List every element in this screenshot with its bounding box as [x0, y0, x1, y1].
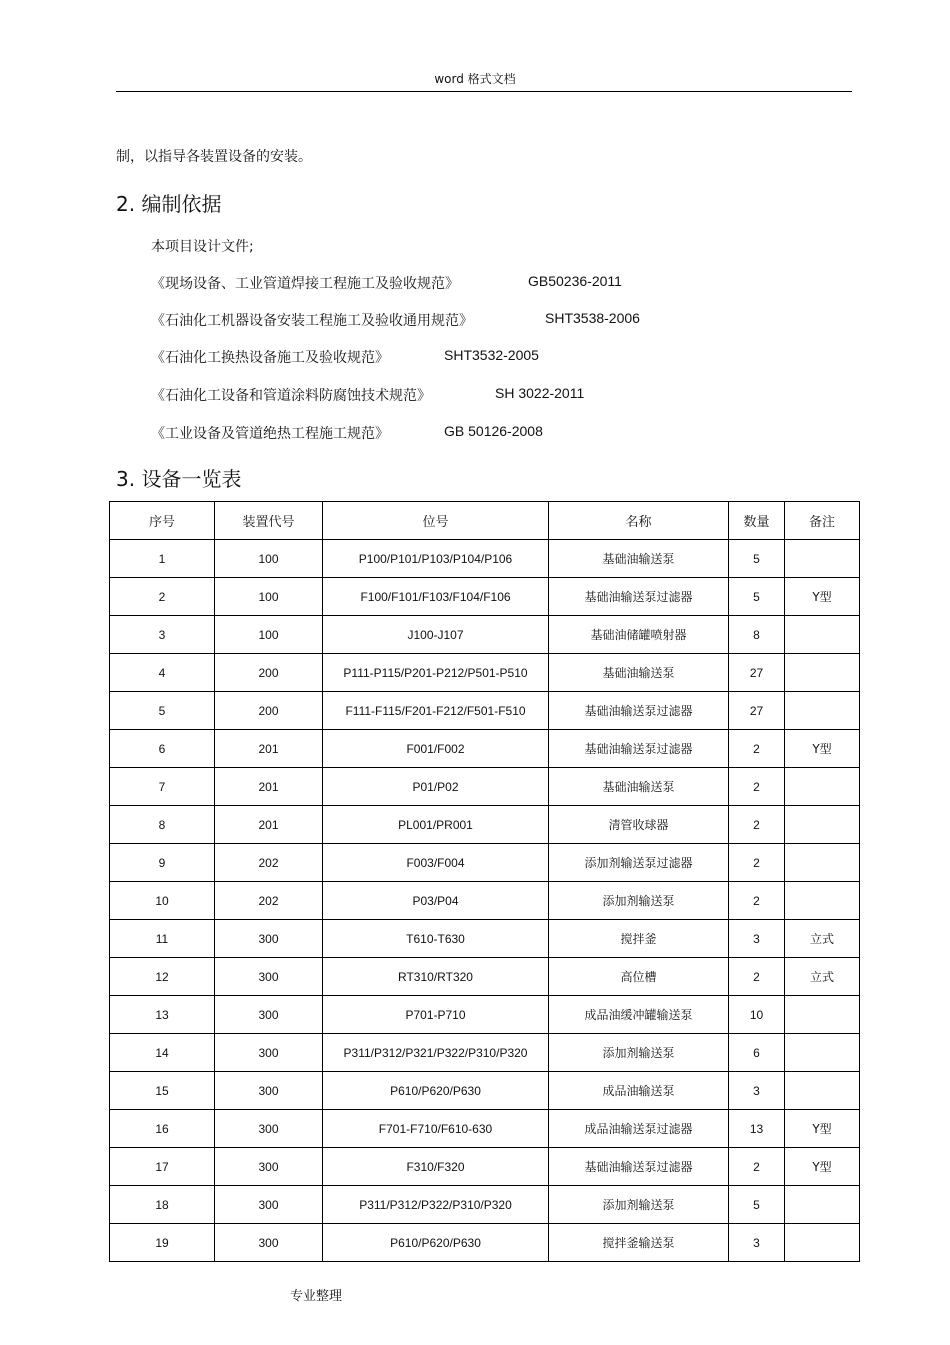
row-index-cell: 13	[110, 996, 215, 1034]
tag-number-cell: P311/P312/P321/P322/P310/P320	[323, 1034, 549, 1072]
tag-number-cell: RT310/RT320	[323, 958, 549, 996]
row-index-cell: 17	[110, 1148, 215, 1186]
remark-cell	[785, 806, 860, 844]
table-row	[110, 1186, 860, 1224]
table-row	[110, 578, 860, 616]
row-index-cell: 18	[110, 1186, 215, 1224]
remark-cell: Y型	[785, 730, 860, 768]
table-row	[110, 882, 860, 920]
quantity-cell: 8	[729, 616, 785, 654]
equipment-name-cell: 添加剂输送泵	[549, 1034, 729, 1072]
equipment-name-cell: 清管收球器	[549, 806, 729, 844]
row-index-cell: 7	[110, 768, 215, 806]
tag-number-cell: J100-J107	[323, 616, 549, 654]
quantity-cell: 13	[729, 1110, 785, 1148]
quantity-cell: 2	[729, 1148, 785, 1186]
column-header: 装置代号	[215, 502, 323, 540]
table-row	[110, 1110, 860, 1148]
column-header: 位号	[323, 502, 549, 540]
reference-title: 《石油化工设备和管道涂料防腐蚀技术规范》	[151, 388, 431, 404]
row-index-cell: 10	[110, 882, 215, 920]
quantity-cell: 27	[729, 654, 785, 692]
reference-code: SHT3538-2006	[545, 310, 640, 326]
section-3-heading: 3. 设备一览表	[116, 467, 242, 491]
tag-number-cell: P610/P620/P630	[323, 1072, 549, 1110]
quantity-cell: 2	[729, 768, 785, 806]
equipment-name-cell: 高位槽	[549, 958, 729, 996]
unit-code-cell: 200	[215, 692, 323, 730]
row-index-cell: 16	[110, 1110, 215, 1148]
unit-code-cell: 300	[215, 1224, 323, 1262]
table-row	[110, 540, 860, 578]
quantity-cell: 2	[729, 844, 785, 882]
remark-cell	[785, 616, 860, 654]
tag-number-cell: PL001/PR001	[323, 806, 549, 844]
table-row	[110, 768, 860, 806]
table-row	[110, 844, 860, 882]
reference-code: GB 50126-2008	[444, 423, 543, 439]
equipment-name-cell: 添加剂输送泵	[549, 1186, 729, 1224]
table-row	[110, 616, 860, 654]
table-row	[110, 920, 860, 958]
tag-number-cell: F310/F320	[323, 1148, 549, 1186]
equipment-name-cell: 基础油输送泵	[549, 654, 729, 692]
unit-code-cell: 300	[215, 1072, 323, 1110]
quantity-cell: 10	[729, 996, 785, 1034]
reference-title: 《石油化工换热设备施工及验收规范》	[151, 350, 389, 366]
unit-code-cell: 200	[215, 654, 323, 692]
tag-number-cell: F001/F002	[323, 730, 549, 768]
quantity-cell: 27	[729, 692, 785, 730]
table-row	[110, 654, 860, 692]
unit-code-cell: 300	[215, 958, 323, 996]
tag-number-cell: P100/P101/P103/P104/P106	[323, 540, 549, 578]
table-row	[110, 996, 860, 1034]
unit-code-cell: 300	[215, 920, 323, 958]
row-index-cell: 1	[110, 540, 215, 578]
table-row	[110, 958, 860, 996]
row-index-cell: 11	[110, 920, 215, 958]
row-index-cell: 15	[110, 1072, 215, 1110]
remark-cell	[785, 654, 860, 692]
unit-code-cell: 300	[215, 1186, 323, 1224]
column-header: 备注	[785, 502, 860, 540]
remark-cell	[785, 882, 860, 920]
table-header-row	[110, 502, 860, 540]
remark-cell: 立式	[785, 958, 860, 996]
intro-paragraph: 制，以指导各装置设备的安装。	[116, 149, 312, 165]
unit-code-cell: 202	[215, 844, 323, 882]
quantity-cell: 3	[729, 1224, 785, 1262]
tag-number-cell: P01/P02	[323, 768, 549, 806]
unit-code-cell: 100	[215, 540, 323, 578]
equipment-name-cell: 添加剂输送泵过滤器	[549, 844, 729, 882]
remark-cell	[785, 844, 860, 882]
unit-code-cell: 300	[215, 996, 323, 1034]
column-header: 名称	[549, 502, 729, 540]
unit-code-cell: 300	[215, 1148, 323, 1186]
row-index-cell: 14	[110, 1034, 215, 1072]
unit-code-cell: 201	[215, 806, 323, 844]
equipment-name-cell: 成品油缓冲罐输送泵	[549, 996, 729, 1034]
tag-number-cell: F100/F101/F103/F104/F106	[323, 578, 549, 616]
quantity-cell: 3	[729, 920, 785, 958]
equipment-name-cell: 成品油输送泵	[549, 1072, 729, 1110]
equipment-name-cell: 添加剂输送泵	[549, 882, 729, 920]
equipment-name-cell: 基础油输送泵过滤器	[549, 692, 729, 730]
row-index-cell: 9	[110, 844, 215, 882]
row-index-cell: 8	[110, 806, 215, 844]
column-header: 序号	[110, 502, 215, 540]
table-row	[110, 1224, 860, 1262]
remark-cell: Y型	[785, 578, 860, 616]
section-2-intro: 本项目设计文件;	[151, 239, 254, 255]
reference-code: GB50236-2011	[528, 273, 622, 289]
quantity-cell: 2	[729, 730, 785, 768]
quantity-cell: 2	[729, 806, 785, 844]
row-index-cell: 4	[110, 654, 215, 692]
equipment-name-cell: 基础油输送泵	[549, 768, 729, 806]
equipment-table	[109, 501, 860, 1262]
remark-cell	[785, 692, 860, 730]
remark-cell: Y型	[785, 1110, 860, 1148]
equipment-name-cell: 搅拌釜输送泵	[549, 1224, 729, 1262]
header-rule	[116, 91, 852, 92]
reference-title: 《石油化工机器设备安装工程施工及验收通用规范》	[151, 313, 473, 329]
table-row	[110, 806, 860, 844]
remark-cell	[785, 768, 860, 806]
row-index-cell: 2	[110, 578, 215, 616]
equipment-name-cell: 基础油输送泵	[549, 540, 729, 578]
quantity-cell: 5	[729, 540, 785, 578]
equipment-name-cell: 基础油储罐喷射器	[549, 616, 729, 654]
unit-code-cell: 100	[215, 616, 323, 654]
tag-number-cell: F701-F710/F610-630	[323, 1110, 549, 1148]
remark-cell	[785, 1186, 860, 1224]
row-index-cell: 12	[110, 958, 215, 996]
quantity-cell: 5	[729, 578, 785, 616]
unit-code-cell: 100	[215, 578, 323, 616]
quantity-cell: 6	[729, 1034, 785, 1072]
remark-cell: Y型	[785, 1148, 860, 1186]
row-index-cell: 6	[110, 730, 215, 768]
remark-cell	[785, 1072, 860, 1110]
table-row	[110, 692, 860, 730]
tag-number-cell: P610/P620/P630	[323, 1224, 549, 1262]
equipment-name-cell: 基础油输送泵过滤器	[549, 1148, 729, 1186]
equipment-name-cell: 基础油输送泵过滤器	[549, 578, 729, 616]
tag-number-cell: P311/P312/P322/P310/P320	[323, 1186, 549, 1224]
unit-code-cell: 300	[215, 1034, 323, 1072]
row-index-cell: 5	[110, 692, 215, 730]
tag-number-cell: P701-P710	[323, 996, 549, 1034]
unit-code-cell: 201	[215, 768, 323, 806]
page-header: word 格式文档	[434, 72, 516, 86]
equipment-name-cell: 成品油输送泵过滤器	[549, 1110, 729, 1148]
reference-code: SH 3022-2011	[495, 385, 585, 401]
tag-number-cell: P111-P115/P201-P212/P501-P510	[323, 654, 549, 692]
remark-cell	[785, 996, 860, 1034]
quantity-cell: 2	[729, 882, 785, 920]
section-2-heading: 2. 编制依据	[116, 192, 222, 216]
row-index-cell: 3	[110, 616, 215, 654]
table-row	[110, 1072, 860, 1110]
row-index-cell: 19	[110, 1224, 215, 1262]
quantity-cell: 2	[729, 958, 785, 996]
table-row	[110, 730, 860, 768]
unit-code-cell: 300	[215, 1110, 323, 1148]
remark-cell	[785, 1034, 860, 1072]
unit-code-cell: 202	[215, 882, 323, 920]
remark-cell	[785, 540, 860, 578]
table-row	[110, 1034, 860, 1072]
reference-title: 《现场设备、工业管道焊接工程施工及验收规范》	[151, 276, 459, 292]
column-header: 数量	[729, 502, 785, 540]
tag-number-cell: F111-F115/F201-F212/F501-F510	[323, 692, 549, 730]
page-footer: 专业整理	[290, 1289, 343, 1304]
tag-number-cell: P03/P04	[323, 882, 549, 920]
unit-code-cell: 201	[215, 730, 323, 768]
remark-cell	[785, 1224, 860, 1262]
tag-number-cell: T610-T630	[323, 920, 549, 958]
equipment-name-cell: 搅拌釜	[549, 920, 729, 958]
table-row	[110, 1148, 860, 1186]
remark-cell: 立式	[785, 920, 860, 958]
reference-title: 《工业设备及管道绝热工程施工规范》	[151, 426, 389, 442]
reference-code: SHT3532-2005	[444, 347, 539, 363]
tag-number-cell: F003/F004	[323, 844, 549, 882]
equipment-name-cell: 基础油输送泵过滤器	[549, 730, 729, 768]
quantity-cell: 5	[729, 1186, 785, 1224]
quantity-cell: 3	[729, 1072, 785, 1110]
